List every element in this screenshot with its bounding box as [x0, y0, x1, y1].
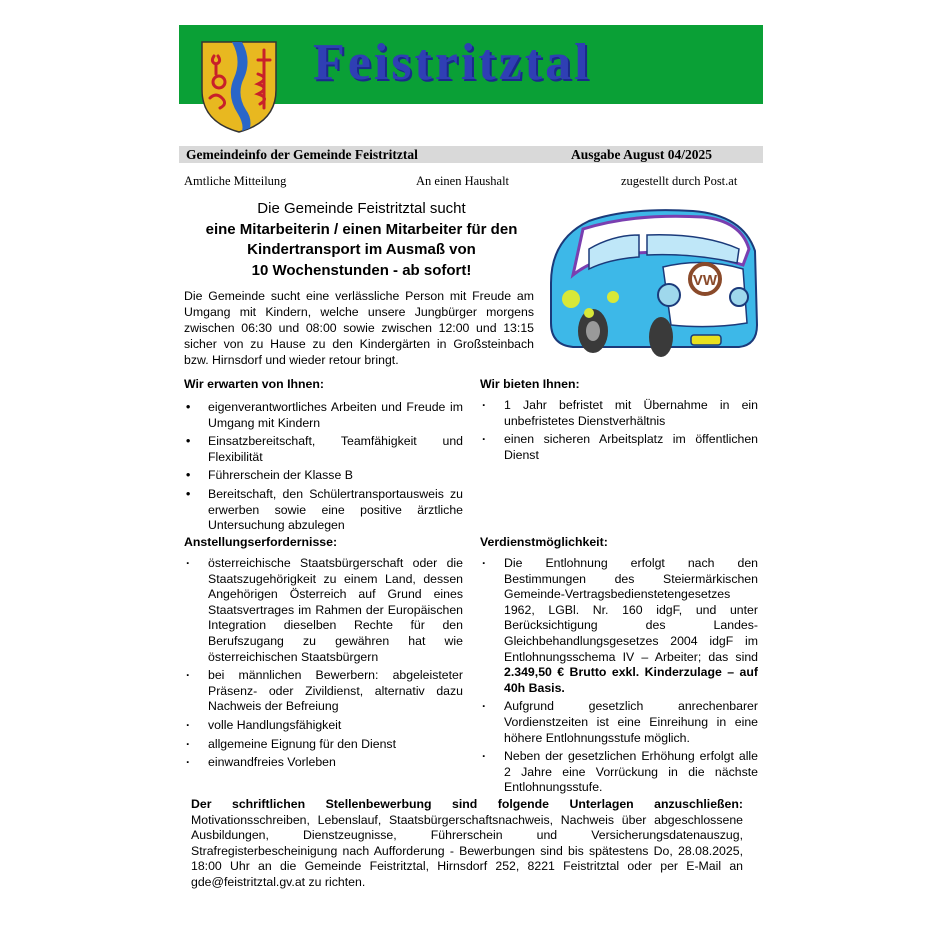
documents-required-label: Der schriftlichen Stellenbewerbung sind folgende Unterlagen anzuschließen:	[191, 797, 743, 811]
offer-heading: Wir bieten Ihnen:	[480, 377, 580, 391]
household-label: An einen Haushalt	[416, 174, 510, 188]
list-item: • eigenverantwortliches Arbeiten und Freude im Umgang mit Kindern	[186, 400, 463, 430]
list-item: • Einsatzbereitschaft, Teamfähigkeit und Flexibilität	[186, 434, 463, 464]
list-item: · 1 Jahr befristet mit Übernahme in ein unbefristetes Dienstverhältnis	[482, 398, 758, 428]
list-item: · Neben der gesetzlichen Erhöhung erfolgt alle 2 Jahre eine Vorrückung in die nächste Entlohnungsstufe.	[482, 749, 758, 795]
bullet-icon: ·	[186, 755, 191, 770]
bus-illustration-icon	[543, 205, 765, 365]
intro-paragraph: Die Gemeinde sucht eine verlässliche Person mit Freude am Umgang mit Kindern, welche unsere Jungbürger morgens zwischen 06:30 und 08:00 sowie zwischen 12:00 und 13:15 sicher von zu Hause zu den Kindergärten in Großsteinbach bzw. Hirnsdorf und wieder retour bringt.	[184, 289, 534, 367]
list-item: · österreichische Staatsbürgerschaft oder die Staatszugehörigkeit zu einem Land, dessen Angehörigen Österreich auf Grund eines Staatsvertrages im Rahmen der Europäischen Integration dieselben Rechte für den Berufszugang zu gewähren hat wie österreichischen Staatsbürgern	[186, 556, 463, 664]
bullet-icon: •	[186, 486, 191, 501]
list-item: · einwandfreies Vorleben	[186, 755, 336, 770]
svg-text:VW: VW	[692, 272, 718, 289]
headline-line-3: Kindertransport im Ausmaß von	[247, 241, 476, 258]
requirements-heading: Anstellungserfordernisse:	[184, 535, 338, 549]
bullet-icon: ·	[186, 736, 191, 751]
newsletter-source: Gemeindeinfo der Gemeinde Feistritztal	[186, 147, 418, 162]
expect-heading: Wir erwarten von Ihnen:	[184, 377, 324, 391]
newsletter-title: Feistritztal	[313, 34, 592, 91]
list-item: · Die Entlohnung erfolgt nach den Bestimmungen des Steiermärkischen Gemeinde-Vertragsbedienstetengesetzes 1962, LGBl. Nr. 160 idgF, und unter Berücksichtigung des Landes-Gleichbehandlungsgesetzes 2004 idgF im Entlohnungsschema IV – Arbeiter; das sind 2.349,50 € Brutto exkl. Kinderzulage – auf 40h Basis.	[482, 556, 758, 695]
bullet-icon: ·	[186, 556, 191, 570]
bullet-icon: •	[186, 434, 191, 449]
headline-line-4: 10 Wochenstunden - ab sofort!	[251, 261, 472, 279]
bullet-icon: ·	[186, 668, 191, 683]
list-item: · bei männlichen Bewerbern: abgeleisteter Präsenz- oder Zivildienst, alternativ dazu Nachweis der Befreiung	[186, 668, 463, 714]
list-item: • Bereitschaft, den Schülertransportausweis zu erwerben sowie eine positive ärztliche Untersuchung abzulegen	[186, 486, 463, 533]
requirements-list	[184, 556, 463, 774]
offer-list	[480, 398, 758, 466]
list-item: · volle Handlungsfähigkeit	[186, 717, 342, 732]
application-instructions	[191, 797, 743, 891]
issue-label: Ausgabe August 04/2025	[571, 147, 713, 162]
bullet-icon: ·	[482, 432, 487, 447]
bullet-icon: •	[186, 400, 191, 414]
delivery-label: zugestellt durch Post.at	[621, 174, 738, 188]
job-headline	[184, 199, 539, 281]
official-notice-label: Amtliche Mitteilung	[184, 174, 287, 188]
bullet-icon: ·	[482, 699, 487, 714]
salary-heading: Verdienstmöglichkeit:	[480, 535, 608, 549]
bullet-icon: ·	[482, 398, 487, 412]
list-item: · allgemeine Eignung für den Dienst	[186, 736, 396, 751]
coat-of-arms-icon	[198, 38, 280, 134]
salary-list	[480, 556, 758, 799]
list-item: • Führerschein der Klasse B	[186, 468, 353, 483]
headline-line-2: eine Mitarbeiterin / einen Mitarbeiter für den	[205, 220, 518, 238]
headline-line-1: Die Gemeinde Feistritztal sucht	[257, 200, 466, 217]
bullet-icon: •	[186, 468, 191, 483]
list-item: · einen sicheren Arbeitsplatz im öffentlichen Dienst	[482, 432, 758, 462]
bullet-icon: ·	[186, 717, 191, 732]
list-item: · Aufgrund gesetzlich anrechenbarer Vordienstzeiten ist eine Einreihung in eine höhere Entlohnungsstufe möglich.	[482, 699, 758, 745]
expect-list	[184, 400, 463, 537]
application-details: Motivationsschreiben, Lebenslauf, Staatsbürgerschaftsnachweis, Nachweis über abgeschlossene Ausbildungen, Dienstzeugnisse, Führerschein und Versicherungsdatenauszug, Strafregisterbescheinigung nach Aufforderung - Bewerbungen sind bis spätestens Do, 28.08.2025, 18:00 Uhr an die Gemeinde Feistritztal, Hirnsdorf 252, 8221 Feistritztal oder per E-Mail an gde@feistritztal.gv.at zu richten.	[191, 812, 743, 889]
bullet-icon: ·	[482, 556, 487, 570]
salary-amount: 2.349,50 € Brutto exkl. Kinderzulage – auf 40h Basis.	[504, 665, 758, 695]
bullet-icon: ·	[482, 749, 487, 764]
